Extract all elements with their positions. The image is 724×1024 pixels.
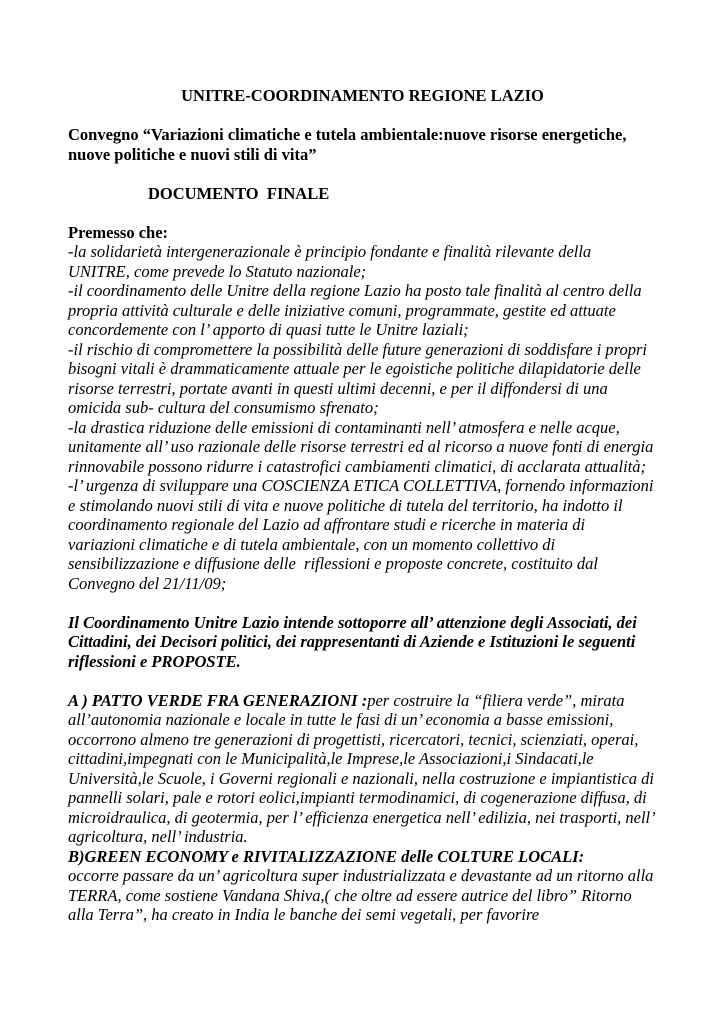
premise-list [68, 242, 657, 593]
premise-item-urgenza-coscienza: -l’ urgenza di sviluppare una COSCIENZA ETICA COLLETTIVA, fornendo informazioni e stimolando nuovi stili di vita e nuove politiche di tutela del territorio, ha indotto il coordinamento regionale del Lazio ad affrontare studi e ricerche in materia di variazioni climatiche e di tutela ambientale, con un momento collettivo di sensibilizzazione e diffusione delle riflessioni e proposte concrete, costituito dal Convegno del 21/11/09; [68, 476, 658, 593]
section-b-body: occorre passare da un’ agricoltura super industrializzata e devastante ad un ritorno alla TERRA, come sostiene Vandana Shiva,( che oltre ad essere autrice del libro” Ritorno alla Terra”, ha creato in India le banche dei semi vegetali, per favorire [68, 866, 658, 924]
final-document-label: DOCUMENTO FINALE [148, 183, 330, 203]
section-a-body: per costruire la “filiera verde”, mirata all’autonomia nazionale e locale in tutte le fasi di un’ economia a basse emissioni, occorrono almeno tre generazioni di progettisti, ricercatori, tecnici, scienziati, operai, cittadini,impegnati con le Municipalità,le Imprese,le Associazioni,i Sindacati,le Università,le Scuole, i Governi regionali e nazionali, nella costruzione e impiantistica di pannelli solari, pale e rotori eolici,impianti termodinamici, di cogenerazione diffusa, di microidraulica, di geotermia, per l’ efficienza energetica nell’ edilizia, nei trasporti, nell’ agricoltura, nell’ industria. [68, 690, 659, 846]
premise-item-solidarieta: -la solidarietà intergenerazionale è principio fondante e finalità rilevante della UNITRE, come prevede lo Statuto nazionale; [68, 242, 596, 281]
section-b-heading: B)GREEN ECONOMY e RIVITALIZZAZIONE delle COLTURE LOCALI: [68, 846, 585, 866]
premise-heading: Premesso che: [68, 222, 169, 242]
convegno-subtitle: Convegno “Variazioni climatiche e tutela ambientale:nuove risorse energetiche, nuove politiche e nuovi stili di vita” [68, 125, 631, 164]
premise-item-rischio: -il rischio di compromettere la possibilità delle future generazioni di soddisfare i propri bisogni vitali è drammaticamente attuale per le egoistiche politiche dilapidatorie delle risorse terrestri, portate avanti in questi ultimi decenni, e per il diffondersi di una omicida sub- cultura del consumismo sfrenato; [68, 339, 652, 417]
premise-item-coordinamento: -il coordinamento delle Unitre della regione Lazio ha posto tale finalità al centro della propria attività culturale e delle iniziative comuni, programmate, gestite ed attuate concordemente con l’ apporto di quasi tutte le Unitre laziali; [68, 281, 646, 339]
document-title: UNITRE-COORDINAMENTO REGIONE LAZIO [181, 86, 544, 105]
section-b-green-economy [68, 847, 657, 925]
premise-item-riduzione-emissioni: -la drastica riduzione delle emissioni di contaminanti nell’ atmosfera e nelle acque, unitamente all’ uso razionale delle risorse terrestri ed al ricorso a nuove fonti di energia rinnovabile possono ridurre i catastrofici cambiamenti climatici, di acclarata attualità; [68, 417, 658, 476]
proposte-intro: Il Coordinamento Unitre Lazio intende sottoporre all’ attenzione degli Associati, dei Cittadini, dei Decisori politici, dei rappresentanti di Aziende e Istituzioni le seguenti riflessioni e PROPOSTE. [68, 612, 641, 671]
section-a-patto-verde [68, 691, 657, 847]
section-a-heading: A ) PATTO VERDE FRA GENERAZIONI : [68, 690, 368, 710]
